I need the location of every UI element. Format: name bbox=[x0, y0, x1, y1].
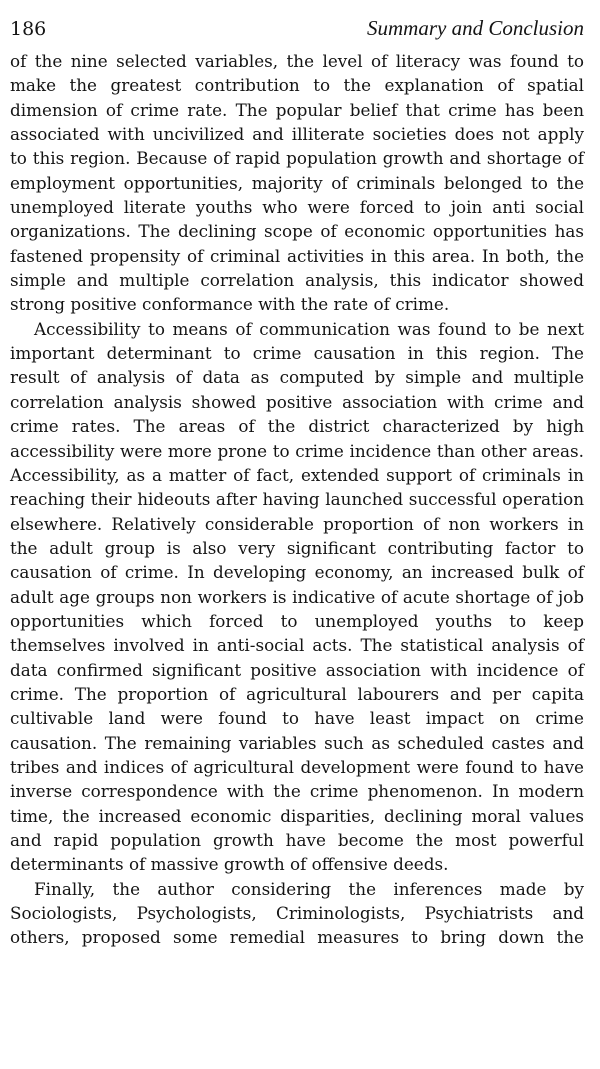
paragraph-literacy: of the nine selected variables, the level of literacy was found to make the greatest contribution to the explanation of spatial dimension of crime rate. The popular belief that crime has been associated with uncivilized and illiterate societies does not apply to this region. Because of rapid population growth and shortage of employment opportunities, majority of criminals belonged to the unemployed literate youths who were forced to join anti social organizations. The declining scope of economic opportunities has fastened propensity of criminal activities in this area. In both, the simple and multiple correlation analysis, this indicator showed strong positive conformance with the rate of crime. bbox=[10, 51, 584, 315]
running-title: Summary and Conclusion bbox=[367, 16, 584, 40]
body-text bbox=[10, 49, 584, 950]
book-page bbox=[10, 14, 584, 950]
paragraph-accessibility: Accessibility to means of communication was found to be next important determinant to crime causation in this region. The result of analysis of data as computed by simple and multiple correlation analysis showed positive association with crime and crime rates. The areas of the district characterized by high accessibility were more prone to crime incidence than other areas. Accessibility, as a matter of fact, extended support of criminals in reaching their hideouts after having launched successful operation elsewhere. Relatively considerable proportion of non workers in the adult group is also very significant contributing factor to causation of crime. In developing economy, an increased bulk of adult age groups non workers is indicative of acute shortage of job opportunities which forced to unemployed youths to keep themselves involved in anti-social acts. The statistical analysis of data confirmed significant positive association with incidence of crime. The proportion of agricultural labourers and per capita cultivable land were found to have least impact on crime causation. The remaining variables such as scheduled castes and tribes and indices of agricultural development were found to have inverse correspondence with the crime phenomenon. In modern time, the increased economic disparities, declining moral values and rapid population growth have become the most powerful determinants of massive growth of offensive deeds. bbox=[10, 318, 584, 875]
page-header bbox=[10, 14, 584, 43]
paragraph-remedial-measures: Finally, the author considering the inferences made by Sociologists, Psychologists, Criminologists, Psychiatrists and others, proposed some remedial measures to bring down the bbox=[10, 878, 584, 948]
page-number: 186 bbox=[10, 18, 47, 40]
